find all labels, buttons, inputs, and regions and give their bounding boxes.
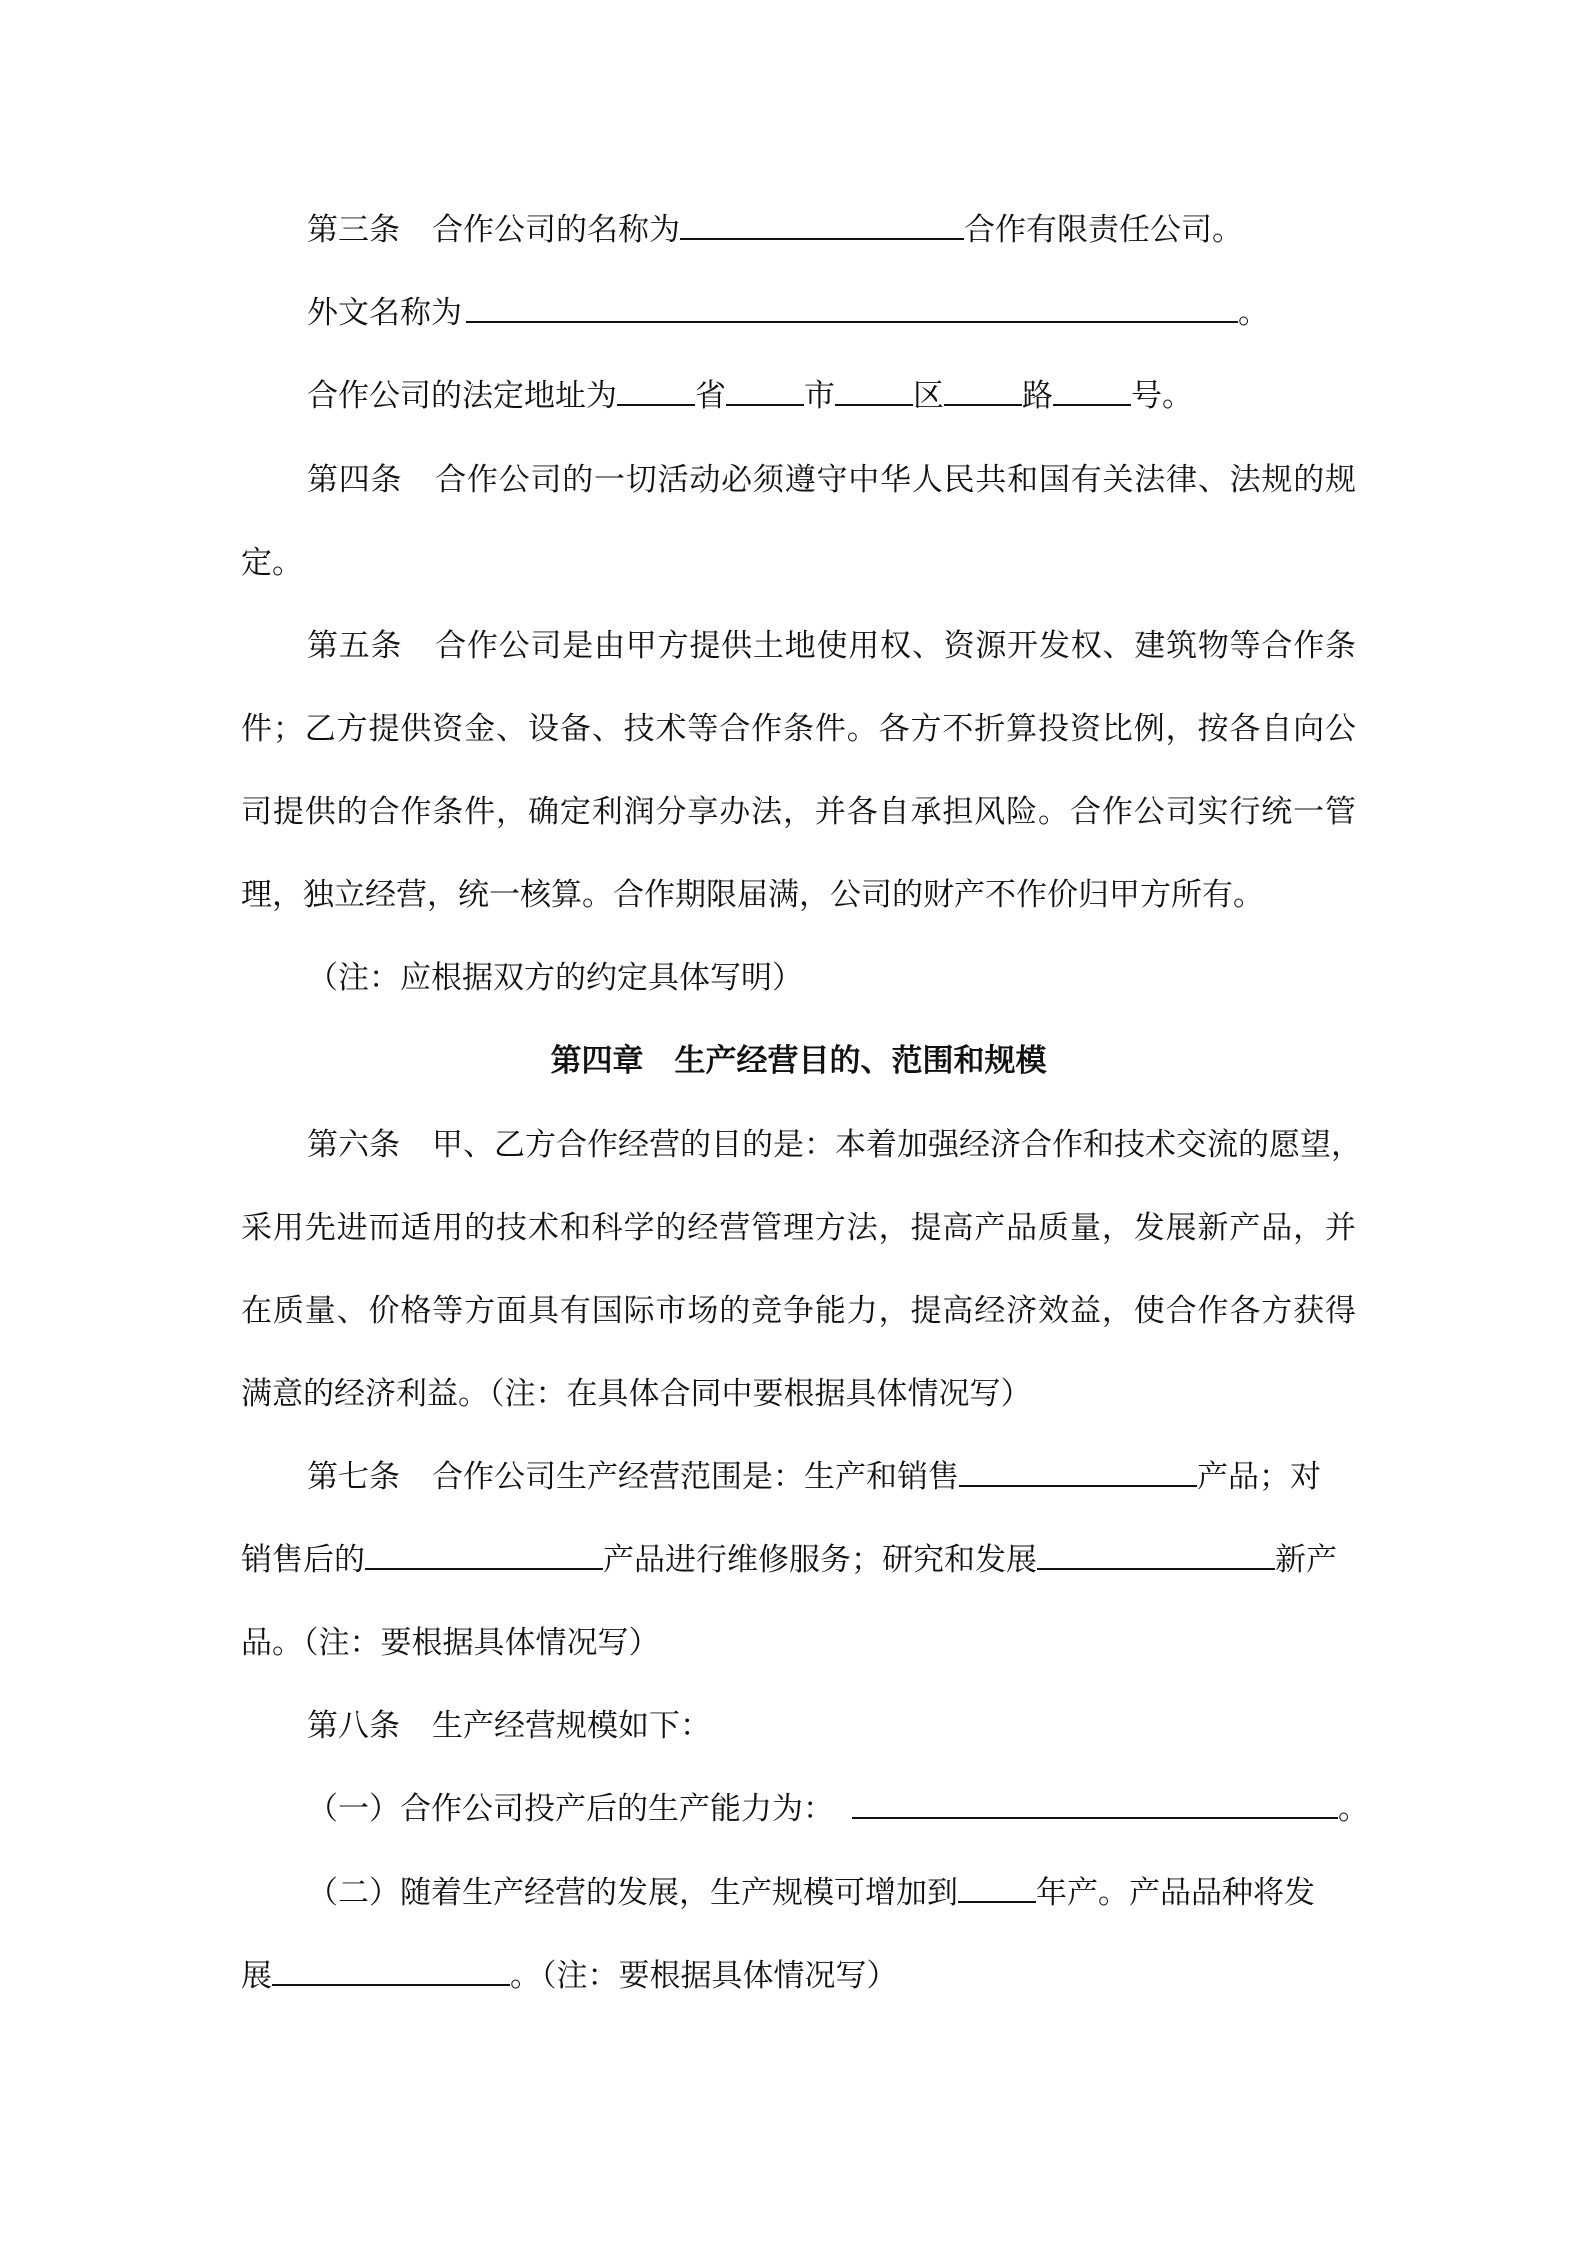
article-number: 第四条 bbox=[307, 462, 403, 498]
paragraph-line: 品。（注：要根据具体情况写） bbox=[241, 1625, 660, 1661]
article-number: 第六条 bbox=[307, 1127, 400, 1163]
product-variety-blank[interactable] bbox=[272, 1983, 510, 1986]
paragraph-line: 在质量、价格等方面具有国际市场的竞争能力，提高经济效益，使合作各方获得 bbox=[241, 1293, 1356, 1329]
article-number: 第三条 bbox=[307, 212, 400, 248]
product-blank[interactable] bbox=[959, 1484, 1197, 1487]
province-blank[interactable] bbox=[617, 403, 695, 406]
scale-blank[interactable] bbox=[958, 1900, 1036, 1903]
article-number: 第五条 bbox=[307, 628, 403, 664]
article-number: 第七条 bbox=[307, 1459, 400, 1495]
article-8-line: 第八条 生产经营规模如下： bbox=[307, 1708, 711, 1744]
number-blank[interactable] bbox=[1053, 403, 1131, 406]
article-number: 第八条 bbox=[307, 1708, 400, 1744]
service-product-blank[interactable] bbox=[365, 1567, 603, 1570]
article-6-line: 第六条 甲、乙方合作经营的目的是：本着加强经济合作和技术交流的愿望， bbox=[307, 1127, 1362, 1163]
article-3-line: 第三条 合作公司的名称为 合作有限责任公司。 bbox=[307, 212, 1243, 248]
foreign-name-line: 外文名称为 。 bbox=[307, 295, 1269, 331]
new-product-blank[interactable] bbox=[1037, 1567, 1275, 1570]
company-name-blank[interactable] bbox=[680, 237, 964, 240]
paragraph-line: 定。 bbox=[241, 545, 303, 581]
legal-address-line: 合作公司的法定地址为 省 市 区 路 号。 bbox=[307, 378, 1193, 414]
item-2-line-2: 展 。（注：要根据具体情况写） bbox=[241, 1958, 898, 1994]
article-4-line: 第四条 合作公司的一切活动必须遵守中华人民共和国有关法律、法规的规 bbox=[307, 462, 1356, 498]
city-blank[interactable] bbox=[726, 403, 804, 406]
paragraph-line: 司提供的合作条件，确定利润分享办法，并各自承担风险。合作公司实行统一管 bbox=[241, 794, 1356, 830]
item-1-line: （一）合作公司投产后的生产能力为： 。 bbox=[307, 1791, 1369, 1827]
paragraph-line: 满意的经济利益。（注：在具体合同中要根据具体情况写） bbox=[241, 1376, 1032, 1412]
article-7-line: 第七条 合作公司生产经营范围是：生产和销售 产品；对 bbox=[307, 1459, 1321, 1495]
paragraph-line: 采用先进而适用的技术和科学的经营管理方法，提高产品质量，发展新产品，并 bbox=[241, 1210, 1356, 1246]
note-line: （注：应根据双方的约定具体写明） bbox=[307, 960, 803, 996]
item-2-line: （二）随着生产经营的发展，生产规模可增加到 年产。产品品种将发 bbox=[307, 1875, 1315, 1911]
chapter-heading: 第四章 生产经营目的、范围和规模 bbox=[550, 1043, 1047, 1079]
paragraph-line: 件；乙方提供资金、设备、技术等合作条件。各方不折算投资比例，按各自向公 bbox=[241, 711, 1356, 747]
road-blank[interactable] bbox=[944, 403, 1022, 406]
article-7-line-2: 销售后的 产品进行维修服务；研究和发展 新产 bbox=[241, 1542, 1337, 1578]
paragraph-line: 理，独立经营，统一核算。合作期限届满，公司的财产不作价归甲方所有。 bbox=[241, 877, 1264, 913]
article-5-line: 第五条 合作公司是由甲方提供土地使用权、资源开发权、建筑物等合作条 bbox=[307, 628, 1356, 664]
district-blank[interactable] bbox=[835, 403, 913, 406]
capacity-blank[interactable] bbox=[852, 1816, 1338, 1819]
foreign-name-blank[interactable] bbox=[466, 320, 1238, 323]
